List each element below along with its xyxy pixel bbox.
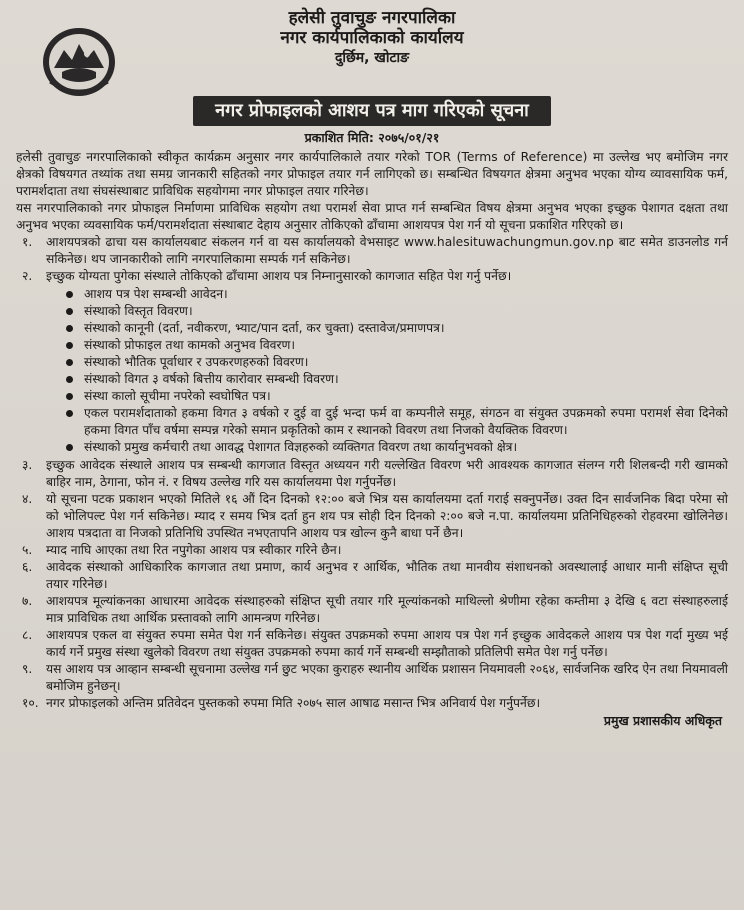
item-text: आवेदक संस्थाको आधिकारिक कागजात तथा प्रमाण, कार्य अनुभव र आर्थिक, भौतिक तथा मानवीय संशाधनको अवस्थालाई आधार मानी संक्षिप्त सूची तयार गरिनेछ। [46,560,728,591]
published-date: प्रकाशित मिति: २०७५/०१/२१ [304,130,440,145]
nepal-emblem-logo [40,24,118,98]
list-item [16,593,728,627]
item-number: ८. [22,628,33,642]
bullet-item: संस्थाको विस्तृत विवरण। [46,303,728,320]
list-item [16,627,728,661]
notice-items [16,234,728,712]
list-item [16,268,728,456]
required-documents-list [46,286,728,456]
bullet-item: संस्थाको भौतिक पूर्वाधार र उपकरणहरुको विवरण। [46,354,728,371]
intro-paragraph-2: यस नगरपालिकाको नगर प्रोफाइल निर्माणमा प्राविधिक सहयोग तथा परामर्श सेवा प्राप्त गर्न सम्बन्धित विषय क्षेत्रमा अनुभव भएका इच्छुक पेशागत दक्षता तथा अनुभव भएका व्यवसायिक फर्म/परामर्शदाता संस्थाबाट देहाय अनुसार तोकिएको ढाँचामा आशयपत्र पेश गर्न यो सूचना प्रकाशित गरिएको छ। [16,201,728,232]
list-item [16,234,728,268]
bullet-item: संस्थाको कानूनी (दर्ता, नवीकरण, भ्याट/पान दर्ता, कर चुक्ता) दस्तावेज/प्रमाणपत्र। [46,320,728,337]
item-number: ५. [22,543,33,557]
bullet-item: संस्थाको विगत ३ वर्षको बित्तीय कारोवार सम्बन्धी विवरण। [46,371,728,388]
item-number: २. [22,269,33,283]
bullet-item: आशय पत्र पेश सम्बन्धी आवेदन। [46,286,728,303]
item-number: ४. [22,492,33,506]
item-number: १०. [22,696,39,710]
item-text: इच्छुक योग्यता पुगेका संस्थाले तोकिएको ढाँचामा आशय पत्र निम्नानुसारको कागजात सहित पेश गर्नु पर्नेछ। [46,269,512,283]
item-text: म्याद नाघि आएका तथा रित नपुगेका आशय पत्र स्वीकार गरिने छैन। [46,543,342,557]
item-text: यो सूचना पटक प्रकाशन भएको मितिले १६ औं दिन दिनको १२:०० बजे भित्र यस कार्यालयमा दर्ता गराई सक्नुपर्नेछ। उक्त दिन सार्वजनिक बिदा परेमा सो को भोलिपल्ट पेश गर्न सकिनेछ। म्याद र समय भित्र दर्ता हुन शय पत्र सोही दिन दिनको २:०० बजे न.पा. कार्यालयमा प्रतिनिधिहरुको रोहवरमा खोलिनेछ। आशय पत्रदाता वा निजको प्रतिनिधि उपस्थित नभएतापनि आशय पत्र खोल्न कुनै बाधा पर्ने छैन। [46,492,728,540]
item-number: ७. [22,594,33,608]
notice-title: नगर प्रोफाइलको आशय पत्र माग गरिएको सूचना [193,96,551,126]
list-item [16,491,728,542]
item-number: ९. [22,662,33,676]
item-number: १. [22,235,33,249]
office-name: नगर कार्यपालिकाको कार्यालय [280,28,464,48]
list-item [16,559,728,593]
notice-header [16,6,728,90]
item-text: नगर प्रोफाइलको अन्तिम प्रतिवेदन पुस्तकको रुपमा मिति २०७५ साल आषाढ मसान्त भित्र अनिवार्य पेश गर्नुपर्नेछ। [46,696,541,710]
bullet-item: संस्थाको प्रमुख कर्मचारी तथा आवद्ध पेशागत विज्ञहरुको व्यक्तिगत विवरण तथा कार्यानुभवको क्षेत्र। [46,439,728,456]
item-text: आशयपत्र एकल वा संयुक्त रुपमा समेत पेश गर्न सकिनेछ। संयुक्त उपक्रमको रुपमा आशय पत्र पेश गर्न इच्छुक आवेदकले आशय पत्र पेश गर्दा मुख्य भई कार्य गर्ने प्रमुख संस्था खुलेको विवरण तथा संयुक्त उपक्रमको रुपमा कार्य गर्ने सम्बन्धी सम्झौताको प्रतिलिपी समेत पेश गर्नु पर्नेछ। [46,628,728,659]
bullet-item: संस्था कालो सूचीमा नपरेको स्वघोषित पत्र। [46,388,728,405]
item-number: ३. [22,458,33,472]
item-text: इच्छुक आवेदक संस्थाले आशय पत्र सम्बन्धी कागजात विस्तृत अध्ययन गरी यल्लेखित विवरण भरी आवश्यक कागजात संलग्न गरी शिलबन्दी गरी खामको बाहिर नाम, ठेगाना, फोन नं. र विषय उल्लेख गरि यस कार्यालयमा पेश गर्नुपर्नेछ। [46,458,728,489]
bullet-item: संस्थाको प्रोफाइल तथा कामको अनुभव विवरण। [46,337,728,354]
list-item [16,695,728,712]
municipality-name: हलेसी तुवाचुङ नगरपालिका [288,8,456,28]
list-item [16,457,728,491]
bullet-item: एकल परामर्शदाताको हकमा विगत ३ वर्षको र दुई वा दुई भन्दा फर्म वा कम्पनीले समूह, संगठन वा संयुक्त उपक्रमको रुपमा परामर्श सेवा दिनेको हकमा विगत पाँच वर्षमा सम्पन्न गरेको समान प्रकृतिको काम र स्थानको विवरण तथा निजको वैयक्तिक विवरण। [46,405,728,439]
list-item [16,542,728,559]
office-location: दुर्छिम, खोटाङ [334,50,410,66]
item-number: ६. [22,560,33,574]
item-text: आशयपत्रको ढाचा यस कार्यालयबाट संकलन गर्न वा यस कार्यालयको वेभसाइट www.halesituwachungmun.gov.np बाट समेत डाउनलोड गर्न सकिनेछ। थप जानकारीको लागि नगरपालिकामा सम्पर्क गर्न सकिनेछ। [46,235,728,266]
signatory-title: प्रमुख प्रशासकीय अधिकृत [603,713,722,728]
item-text: यस आशय पत्र आव्हान सम्बन्धी सूचनामा उल्लेख गर्न छुट भएका कुराहरु स्थानीय आर्थिक प्रशासन नियमावली २०६४, सार्वजनिक खरिद ऐन तथा नियमावली बमोजिम हुनेछन्। [46,662,728,693]
list-item [16,661,728,695]
item-text: आशयपत्र मूल्यांकनका आधारमा आवेदक संस्थाहरुको संक्षिप्त सूची तयार गरि मूल्यांकनको माथिल्लो श्रेणीमा रहेका कम्तीमा ३ देखि ६ वटा संस्थाहरुलाई मात्र प्राविधिक तथा आर्थिक प्रस्तावको लागि आमन्त्रण गरिनेछ। [46,594,728,625]
intro-paragraph-1: हलेसी तुवाचुङ नगरपालिकाको स्वीकृत कार्यक्रम अनुसार नगर कार्यपालिकाले तयार गरेको TOR (Terms of Reference) मा उल्लेख भए बमोजिम नगर क्षेत्रको विषयगत तथ्यांक तथा समग्र जानकारी सहितको नगर प्रोफाइल तयार गर्न लागिएको छ। सम्बन्धित विषयगत क्षेत्रमा अनुभव भएका योग्य व्यावसायिक फर्म, परामर्शदाता तथा संघसंस्थाबाट प्राविधिक सहयोगमा नगर प्रोफाइल तयार गरिनेछ। [16,150,728,198]
